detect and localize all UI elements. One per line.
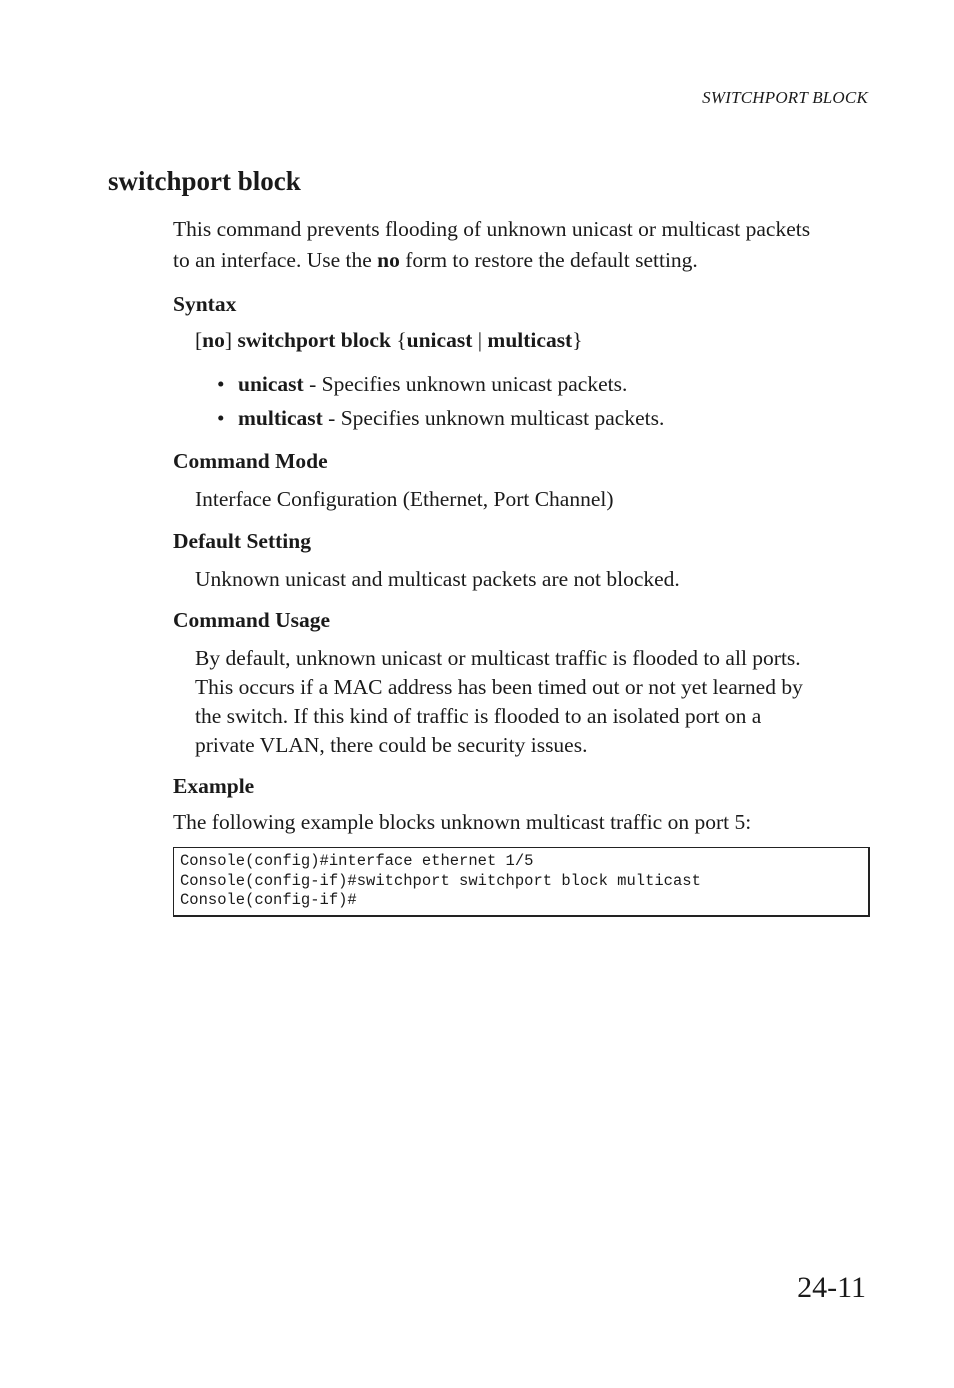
intro-keyword-no: no (377, 248, 400, 272)
code-line: Console(config-if)#switchport switchport block multicast (180, 871, 701, 890)
running-header: SWITCHPORT BLOCK (702, 88, 868, 107)
default-setting-text: Unknown unicast and multicast packets are not blocked. (195, 567, 680, 591)
syntax-command: switchport block (237, 328, 391, 352)
param-description: - Specifies unknown multicast packets. (322, 406, 665, 430)
command-mode-text: Interface Configuration (Ethernet, Port Channel) (195, 487, 614, 511)
list-item (217, 406, 664, 440)
syntax-heading: Syntax (173, 292, 237, 316)
param-description: - Specifies unknown unicast packets. (303, 372, 628, 396)
code-line: Console(config-if)# (180, 891, 357, 909)
intro-line-2-after: form to restore the default setting. (399, 248, 698, 272)
syntax-line (195, 328, 583, 353)
code-block (174, 852, 701, 911)
bullet-icon: • (217, 372, 225, 396)
command-title: switchport block (108, 166, 301, 196)
code-example-box (173, 847, 870, 917)
syntax-option-unicast: unicast (406, 328, 473, 352)
usage-line: This occurs if a MAC address has been timed out or not yet learned by (195, 675, 803, 699)
param-name: multicast (238, 406, 323, 430)
syntax-bracket-open: [ (195, 328, 203, 352)
page-number: 24-11 (797, 1271, 866, 1304)
syntax-brace-open: { (390, 328, 407, 352)
default-setting-heading: Default Setting (173, 529, 311, 553)
syntax-pipe: | (472, 328, 488, 352)
usage-line: the switch. If this kind of traffic is flooded to an isolated port on a (195, 704, 762, 728)
command-mode-heading: Command Mode (173, 449, 328, 473)
command-usage-text (195, 644, 875, 760)
code-line: Console(config)#interface ethernet 1/5 (180, 852, 534, 870)
intro-line-1: This command prevents flooding of unknown unicast or multicast packets (173, 217, 811, 241)
example-heading: Example (173, 774, 255, 798)
syntax-option-multicast: multicast (487, 328, 573, 352)
syntax-no-keyword: no (202, 328, 225, 352)
command-usage-heading: Command Usage (173, 608, 331, 632)
usage-line: private VLAN, there could be security issues. (195, 733, 588, 757)
list-item (217, 372, 664, 406)
command-description (173, 214, 873, 276)
usage-line: By default, unknown unicast or multicast traffic is flooded to all ports. (195, 646, 801, 670)
bullet-icon: • (217, 406, 225, 430)
syntax-bracket-close: ] (224, 328, 238, 352)
example-intro: The following example blocks unknown multicast traffic on port 5: (173, 810, 752, 834)
param-name: unicast (238, 372, 304, 396)
intro-line-2-before: to an interface. Use the (173, 248, 378, 272)
syntax-brace-close: } (572, 328, 583, 352)
parameter-list (217, 372, 664, 440)
